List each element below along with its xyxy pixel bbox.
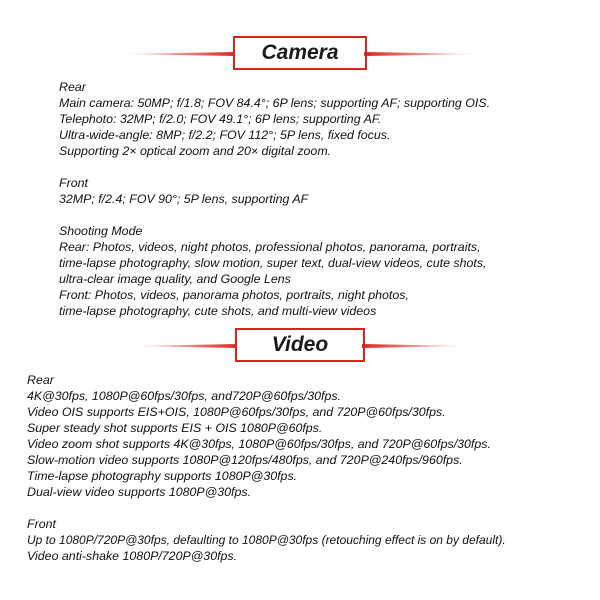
camera-rear-heading: Rear <box>59 80 86 94</box>
shooting-mode-line: ultra-clear image quality, and Google Lens <box>59 272 291 286</box>
video-rear-line: Super steady shot supports EIS + OIS 1080P@60fps. <box>27 421 323 435</box>
video-rear-heading: Rear <box>27 373 54 387</box>
camera-rear-line: Telephoto: 32MP; f/2.0; FOV 49.1°; 6P lens; supporting AF. <box>59 112 382 126</box>
shooting-mode-line: time-lapse photography, cute shots, and multi-view videos <box>59 304 377 318</box>
video-section-header <box>0 326 600 366</box>
shooting-mode-line: Front: Photos, videos, panorama photos, portraits, night photos, <box>59 288 409 302</box>
camera-section-header <box>0 34 600 74</box>
video-rear-line: Video zoom shot supports 4K@30fps, 1080P@60fps/30fps, and 720P@60fps/30fps. <box>27 437 491 451</box>
video-rear-line: Video OIS supports EIS+OIS, 1080P@60fps/30fps, and 720P@60fps/30fps. <box>27 405 446 419</box>
camera-header-left-line <box>118 52 236 56</box>
shooting-mode-line: Rear: Photos, videos, night photos, professional photos, panorama, portraits, <box>59 240 481 254</box>
video-front-heading: Front <box>27 517 56 531</box>
video-header-right-line <box>362 344 470 348</box>
camera-content <box>59 79 490 319</box>
shooting-mode-heading: Shooting Mode <box>59 224 143 238</box>
video-rear-line: 4K@30fps, 1080P@60fps/30fps, and720P@60fps/30fps. <box>27 389 341 403</box>
camera-rear-line: Ultra-wide-angle: 8MP; f/2.2; FOV 112°; 5P lens, fixed focus. <box>59 128 391 142</box>
camera-rear-line: Main camera: 50MP; f/1.8; FOV 84.4°; 6P lens; supporting AF; supporting OIS. <box>59 96 491 110</box>
video-rear-line: Slow-motion video supports 1080P@120fps/480fps, and 720P@240fps/960fps. <box>27 453 463 467</box>
video-rear-line: Dual-view video supports 1080P@30fps. <box>27 485 252 499</box>
camera-front-line: 32MP; f/2.4; FOV 90°; 5P lens, supporting AF <box>59 192 309 206</box>
camera-rear-line: Supporting 2× optical zoom and 20× digital zoom. <box>59 144 332 158</box>
camera-title: Camera <box>233 36 367 70</box>
camera-header-right-line <box>364 52 482 56</box>
camera-front-heading: Front <box>59 176 88 190</box>
video-header-left-line <box>130 344 238 348</box>
video-rear-line: Time-lapse photography supports 1080P@30fps. <box>27 469 298 483</box>
video-front-line: Up to 1080P/720P@30fps, defaulting to 1080P@30fps (retouching effect is on by default). <box>27 533 506 547</box>
shooting-mode-line: time-lapse photography, slow motion, super text, dual-view videos, cute shots, <box>59 256 487 270</box>
video-title: Video <box>235 328 365 362</box>
video-front-line: Video anti-shake 1080P/720P@30fps. <box>27 549 238 563</box>
video-content <box>27 372 506 564</box>
